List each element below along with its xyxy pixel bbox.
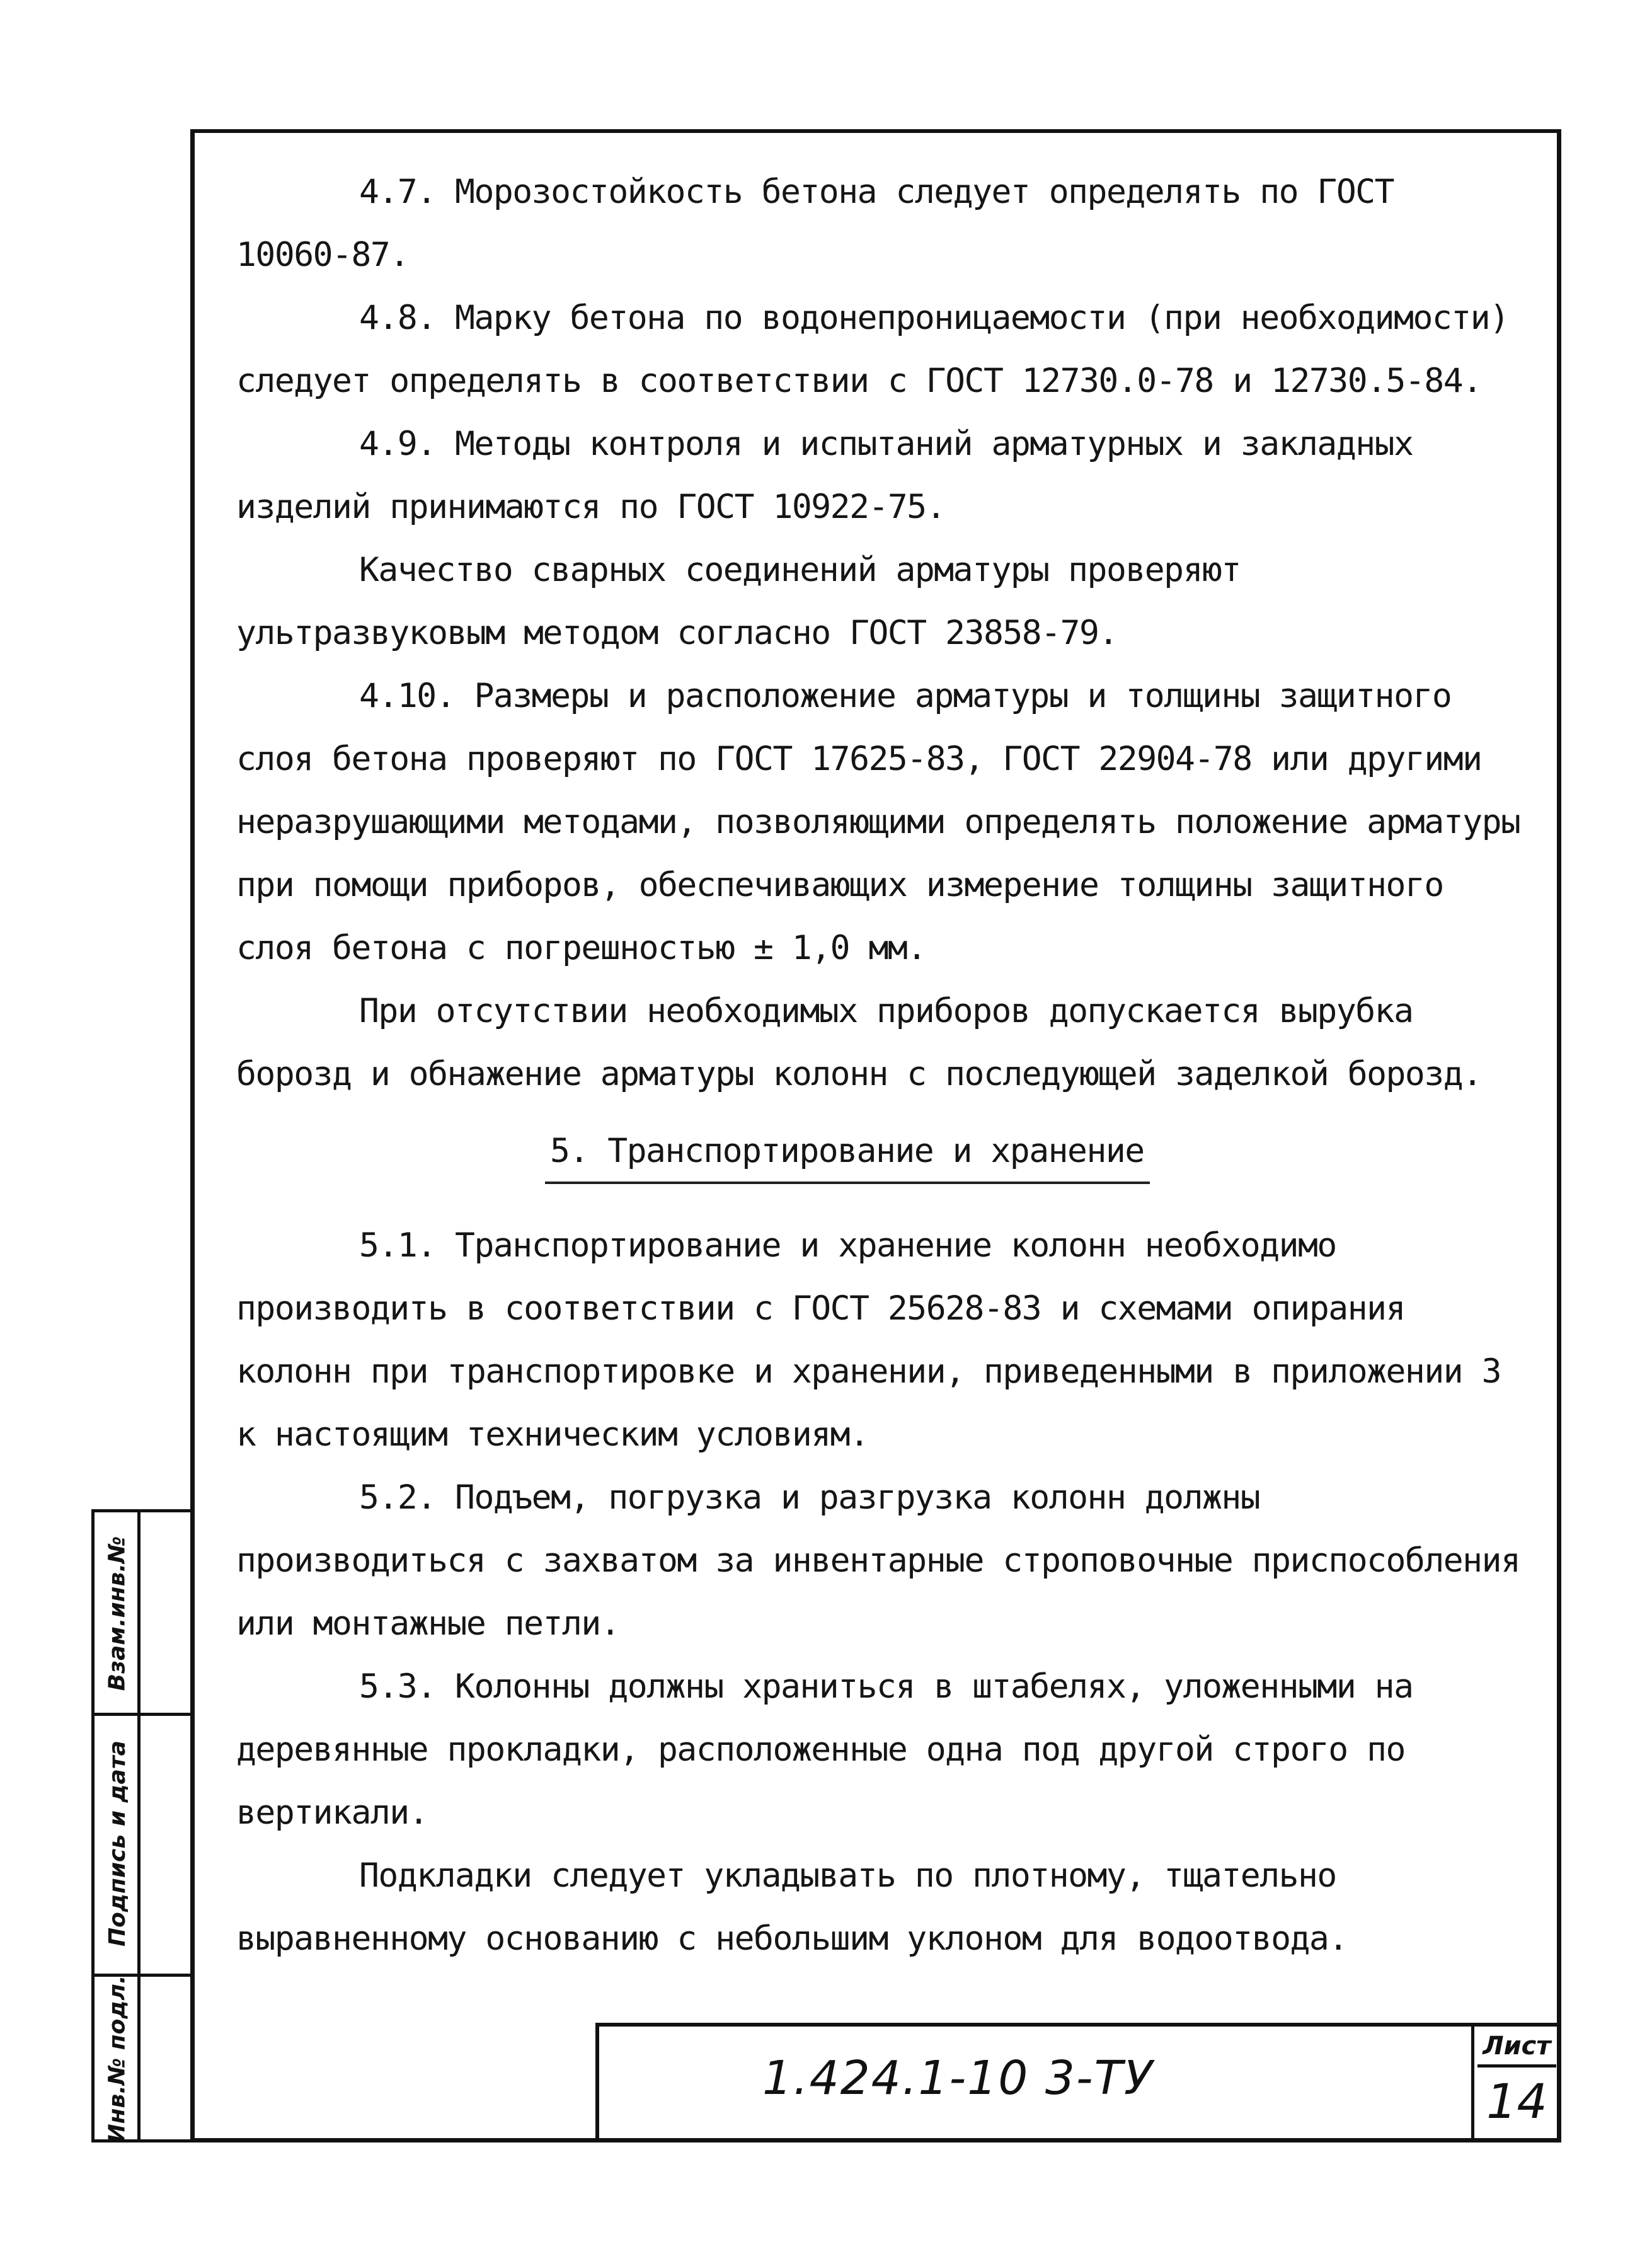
paragraph-5-2: 5.2. Подъем, погрузка и разгрузка колонн должны производиться с захватом за инвентарные строповочные приспособления или монтажные петли. [236,1478,1539,1643]
paragraph-4-7: 4.7. Морозостойкость бетона следует определять по ГОСТ 10060-87. [236,173,1413,274]
section-heading-block [236,1120,1522,1195]
paragraph-4-10: 4.10. Размеры и расположение арматуры и толщины защитного слоя бетона проверяют по ГОСТ 17625-83, ГОСТ 22904-78 или другими неразрушающими методами, позволяющими определять положение арматуры при помощи приборов, обеспечивающих измерение толщины защитного слоя бетона с погрешностью ± 1,0 мм. [236,677,1539,967]
paragraph-4-9: 4.9. Методы контроля и испытаний арматурных и закладных изделий принимаются по ГОСТ 10922-75. [236,425,1432,526]
paragraph-5-3-supports: Подкладки следует укладывать по плотному, тщательно выравненному основанию с небольшим уклоном для водоотвода. [236,1856,1356,1958]
paragraph-4-9-weld: Качество сварных соединений арматуры проверяют ультразвуковым методом согласно ГОСТ 23858-79. [236,551,1260,652]
paragraph-5-1: 5.1. Транспортирование и хранение колонн необходимо производить в соответствии с ГОСТ 25628-83 и схемами опирания колонн при транспортировке и хранении, приведенными в приложении 3 к настоящим техническим условиям. [236,1226,1520,1454]
paragraph-4-8: 4.8. Марку бетона по водонепроницаемости (при необходимости) следует определять в соответствии с ГОСТ 12730.0-78 и 12730.5-84. [236,299,1528,400]
side-stamp-divider [95,1713,193,1716]
stamp-inv-original-label: Инв.№ подл. [104,1975,130,2143]
sheet-label: Лист [1477,2028,1556,2068]
paragraph-5-3: 5.3. Колонны должны храниться в штабелях, уложенными на деревянные прокладки, расположенные одна под другой строго по вертикали. [236,1667,1432,1832]
body-text [236,161,1539,1970]
document-code: 1.424.1-10 3-ТУ [762,2051,1154,2105]
heading-underline [545,1182,1150,1184]
section-heading: 5. Транспортирование и хранение [550,1132,1144,1170]
stamp-vzam-inv-label: Взам.инв.№ [104,1536,130,1691]
sheet-number: 14 [1486,2073,1547,2129]
paragraph-4-10-absence: При отсутствии необходимых приборов допускается вырубка борозд и обнажение арматуры колонн с последующей заделкой борозд. [236,992,1482,1093]
stamp-signature-date-label: Подпись и дата [104,1740,130,1947]
side-stamp [91,1509,190,2142]
